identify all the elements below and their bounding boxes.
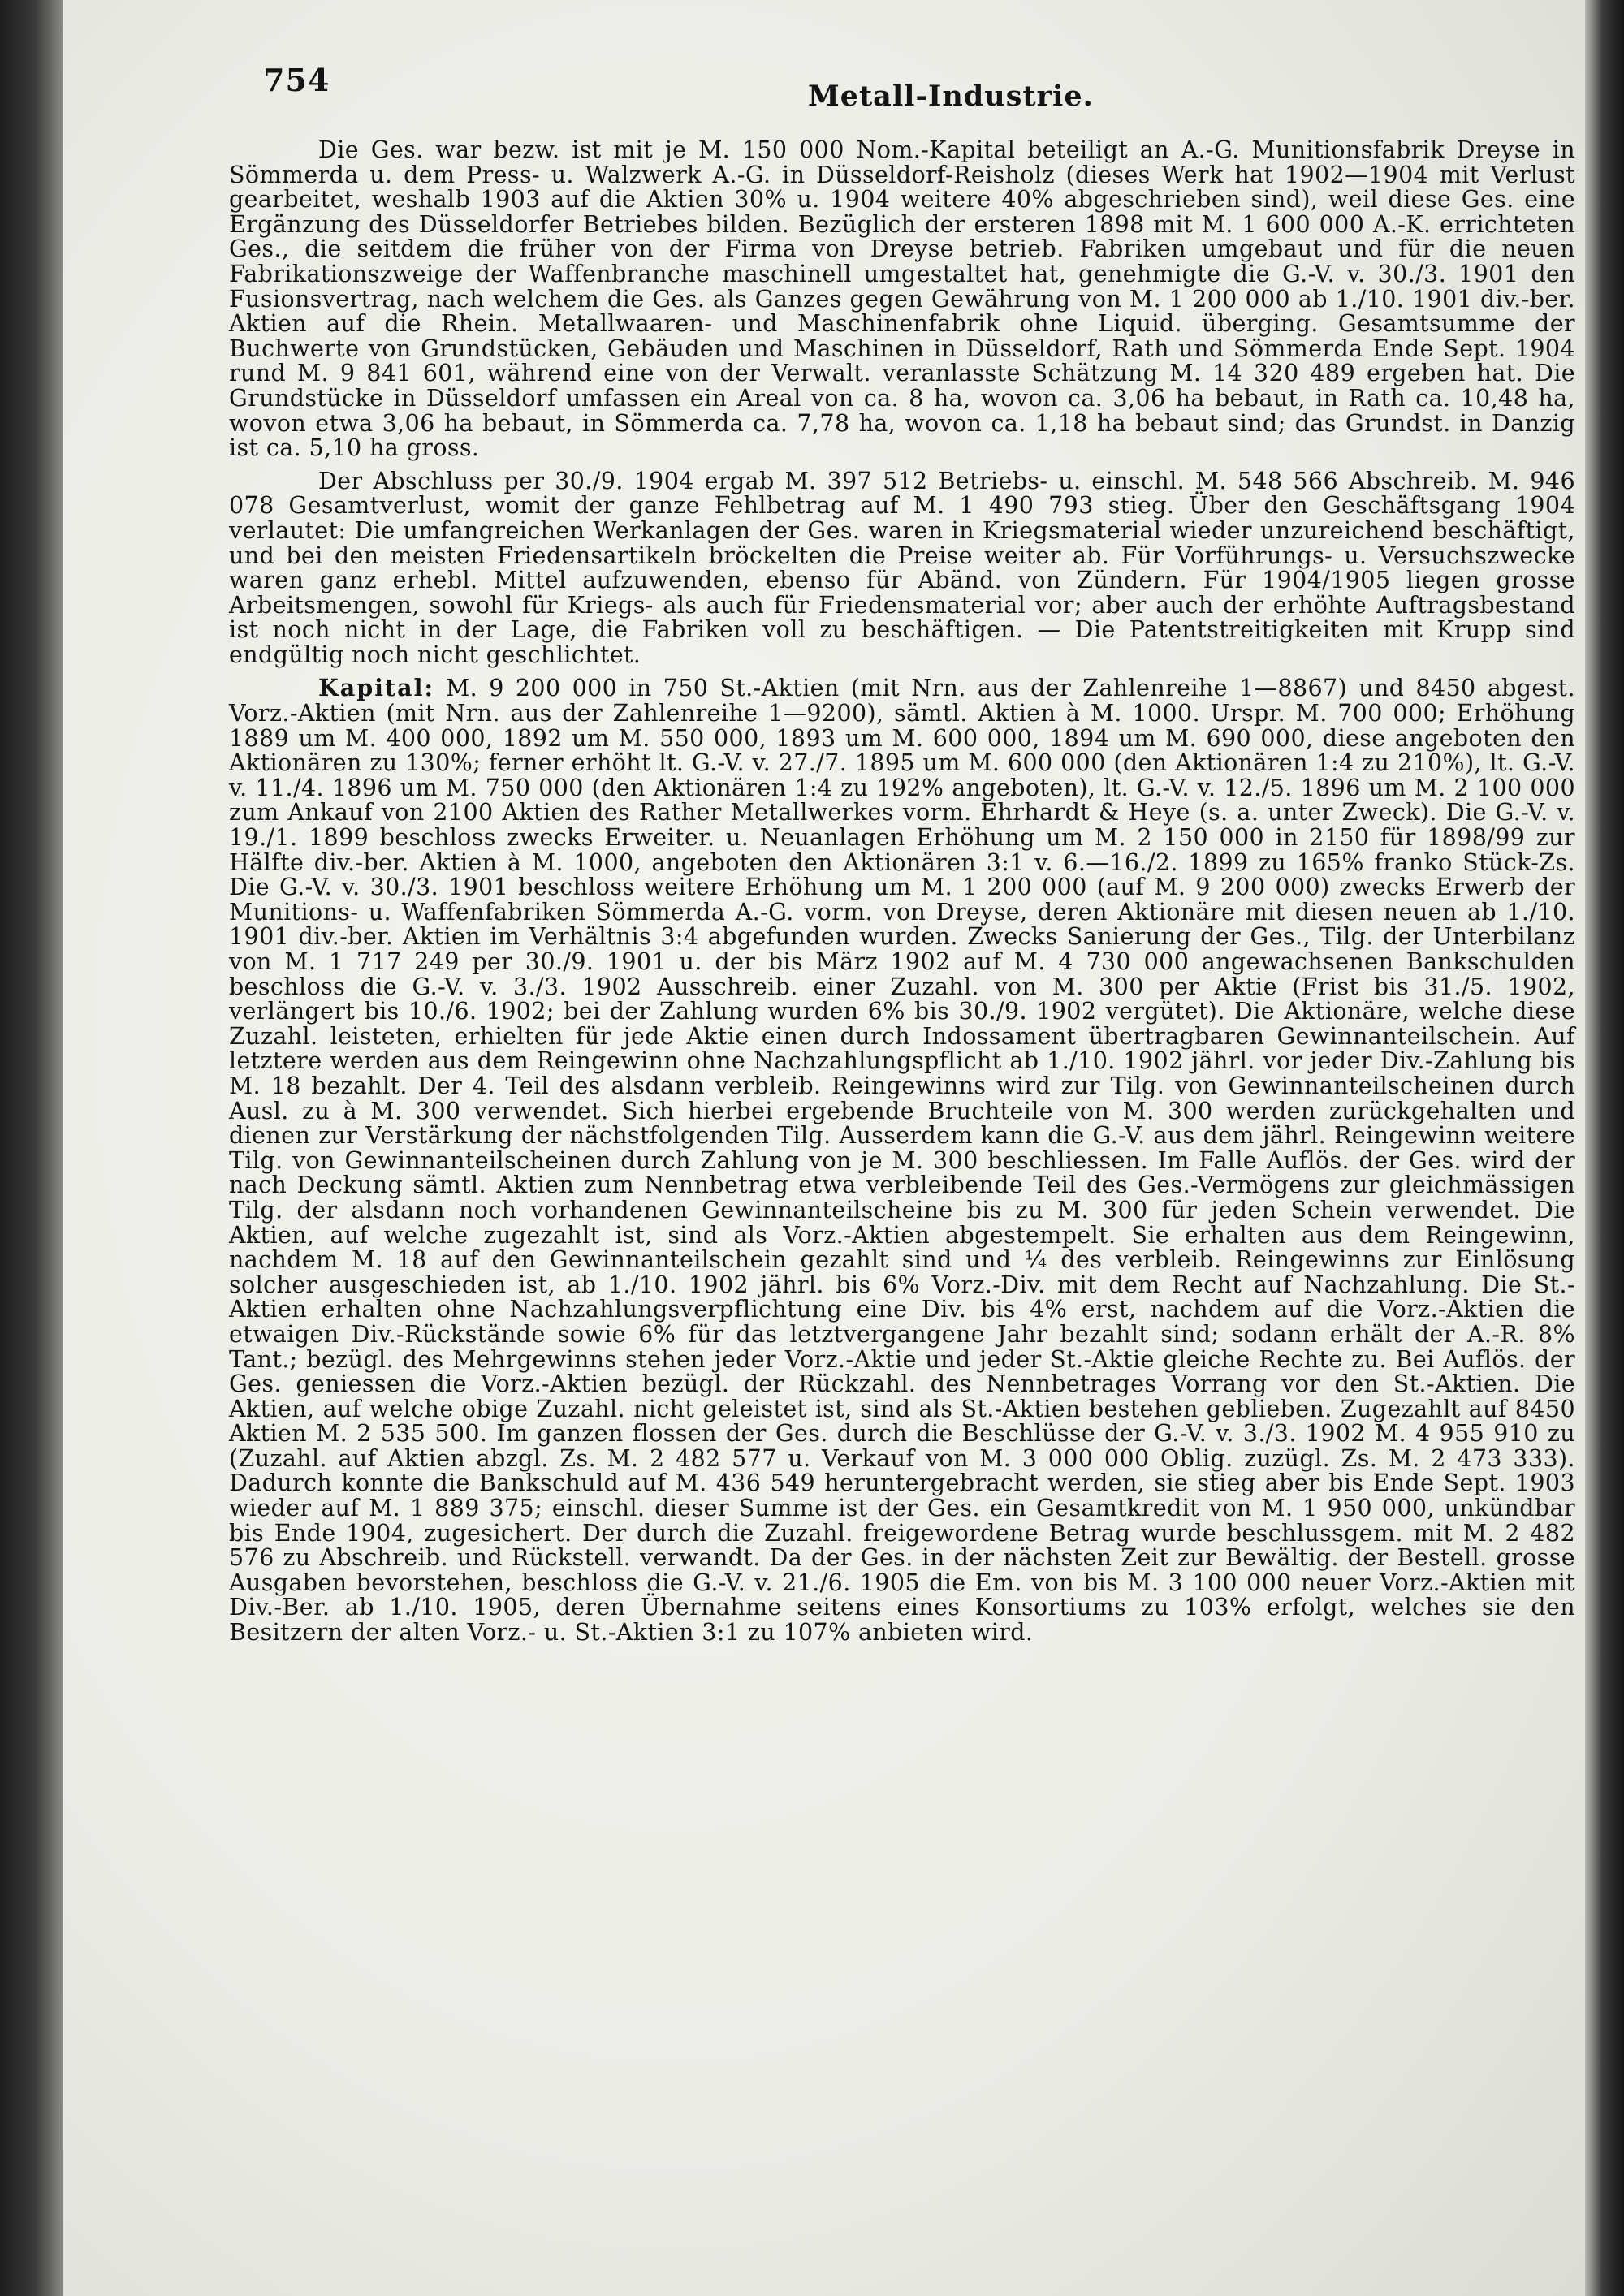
text-block bbox=[229, 138, 1575, 1646]
paragraph-participations: Die Ges. war bezw. ist mit je M. 150 000 Nom.-Kapital beteiligt an A.-G. Munitionsfabrik Dreyse in Sömmerda u. dem Press- u. Walzwerk A.-G. in Düsseldorf-Reisholz (dieses Werk hat 1902—1904 mit Verlust gearbeitet, weshalb 1903 auf die Aktien 30% u. 1904 weitere 40% abgeschrieben sind), weil diese Ges. eine Ergänzung des Düsseldorfer Betriebes bilden. Bezüglich der ersteren 1898 mit M. 1 600 000 A.-K. errichteten Ges., die seitdem die früher von der Firma von Dreyse betrieb. Fabriken umgebaut und für die neuen Fabrikationszweige der Waffenbranche maschinell umgestaltet hat, genehmigte die G.-V. v. 30./3. 1901 den Fusionsvertrag, nach welchem die Ges. als Ganzes gegen Gewährung von M. 1 200 000 ab 1./10. 1901 div.-ber. Aktien auf die Rhein. Metallwaaren- und Maschinenfabrik ohne Liquid. überging. Gesamtsumme der Buchwerte von Grundstücken, Gebäuden und Maschinen in Düsseldorf, Rath und Sömmerda Ende Sept. 1904 rund M. 9 841 601, während eine von der Verwalt. veranlasste Schätzung M. 14 320 489 ergeben hat. Die Grundstücke in Düsseldorf umfassen ein Areal von ca. 8 ha, wovon ca. 3,06 ha bebaut, in Rath ca. 10,48 ha, wovon etwa 3,06 ha bebaut, in Sömmerda ca. 7,78 ha, wovon ca. 1,18 ha bebaut sind; das Grundst. in Danzig ist ca. 5,10 ha gross. bbox=[229, 136, 1575, 462]
paragraph-financial-result: Der Abschluss per 30./9. 1904 ergab M. 397 512 Betriebs- u. einschl. M. 548 566 Abschreib. M. 946 078 Gesamtverlust, womit der ganze Fehlbetrag auf M. 1 490 793 stieg. Über den Geschäftsgang 1904 verlautet: Die umfangreichen Werkanlagen der Ges. waren in Kriegsmaterial wieder unzureichend beschäftigt, und bei den meisten Friedensartikeln bröckelten die Preise weiter ab. Für Vorführungs- u. Versuchszwecke waren ganz erhebl. Mittel aufzuwenden, ebenso für Abänd. von Zündern. Für 1904/1905 liegen grosse Arbeitsmengen, sowohl für Kriegs- als auch für Friedensmaterial vor; aber auch der erhöhte Auftragsbestand ist noch nicht in der Lage, die Fabriken voll zu beschäftigen. — Die Patentstreitigkeiten mit Krupp sind endgültig noch nicht geschlichtet. bbox=[229, 467, 1575, 668]
scan-left-margin bbox=[0, 0, 63, 2296]
running-head: Metall-Industrie. bbox=[808, 80, 1094, 113]
capital-heading: Kapital: bbox=[318, 674, 434, 702]
scan-right-margin bbox=[1585, 0, 1624, 2296]
capital-text: M. 9 200 000 in 750 St.-Aktien (mit Nrn. aus der Zahlenreihe 1—8867) und 8450 abgest. Vorz.-Aktien (mit Nrn. aus der Zahlenreihe 1—9200), sämtl. Aktien à M. 1000. Urspr. M. 700 000; Erhöhung 1889 um M. 400 000, 1892 um M. 550 000, 1893 um M. 600 000, 1894 um M. 690 000, diese angeboten den Aktionären zu 130%; ferner erhöht lt. G.-V. v. 27./7. 1895 um M. 600 000 (den Aktionären 1:4 zu 210%), lt. G.-V. v. 11./4. 1896 um M. 750 000 (den Aktionären 1:4 zu 192% angeboten), lt. G.-V. v. 12./5. 1896 um M. 2 100 000 zum Ankauf von 2100 Aktien des Rather Metallwerkes vorm. Ehrhardt & Heye (s. a. unter Zweck). Die G.-V. v. 19./1. 1899 beschloss zwecks Erweiter. u. Neuanlagen Erhöhung um M. 2 150 000 in 2150 für 1898/99 zur Hälfte div.-ber. Aktien à M. 1000, angeboten den Aktionären 3:1 v. 6.—16./2. 1899 zu 165% franko Stück-Zs. Die G.-V. v. 30./3. 1901 beschloss weitere Erhöhung um M. 1 200 000 (auf M. 9 200 000) zwecks Erwerb der Munitions- u. Waffenfabriken Sömmerda A.-G. vorm. von Dreyse, deren Aktionäre mit diesen neuen ab 1./10. 1901 div.-ber. Aktien im Verhältnis 3:4 abgefunden wurden. Zwecks Sanierung der Ges., Tilg. der Unterbilanz von M. 1 717 249 per 30./9. 1901 u. der bis März 1902 auf M. 4 730 000 angewachsenen Bankschulden beschloss die G.-V. v. 3./3. 1902 Ausschreib. einer Zuzahl. von M. 300 per Aktie (Frist bis 31./5. 1902, verlängert bis 10./6. 1902; bei der Zahlung wurden 6% bis 30./9. 1902 vergütet). Die Aktionäre, welche diese Zuzahl. leisteten, erhielten für jede Aktie einen durch Indossament übertragbaren Gewinnanteilschein. Auf letztere werden aus dem Reingewinn ohne Nachzahlungspflicht ab 1./10. 1902 jährl. vor jeder Div.-Zahlung bis M. 18 bezahlt. Der 4. Teil des alsdann verbleib. Reingewinns wird zur Tilg. von Gewinnanteilscheinen durch Ausl. zu à M. 300 verwendet. Sich hierbei ergebende Bruchteile von M. 300 werden zurückgehalten und dienen zur Verstärkung der nächstfolgenden Tilg. Ausserdem kann die G.-V. aus dem jährl. Reingewinn weitere Tilg. von Gewinnanteilscheinen durch Zahlung von je M. 300 beschliessen. Im Falle Auflös. der Ges. wird der nach Deckung sämtl. Aktien zum Nennbetrag etwa verbleibende Teil des Ges.-Vermögens zur gleichmässigen Tilg. der alsdann noch vorhandenen Gewinnanteilscheine bis zu M. 300 für jeden Schein verwendet. Die Aktien, auf welche zugezahlt ist, sind als Vorz.-Aktien abgestempelt. Sie erhalten aus dem Reingewinn, nachdem M. 18 auf den Gewinnanteilschein gezahlt sind und ¼ des verbleib. Reingewinns zur Einlösung solcher ausgeschieden ist, ab 1./10. 1902 jährl. bis 6% Vorz.-Div. mit dem Recht auf Nachzahlung. Die St.-Aktien erhalten ohne Nachzahlungsverpflichtung eine Div. bis 4% erst, nachdem auf die Vorz.-Aktien die etwaigen Div.-Rückstände sowie 6% für das letztvergangene Jahr bezahlt sind; sodann erhält der A.-R. 8% Tant.; bezügl. des Mehrgewinns stehen jeder Vorz.-Aktie und jeder St.-Aktie gleiche Rechte zu. Bei Auflös. der Ges. geniessen die Vorz.-Aktien bezügl. der Rückzahl. des Nennbetrages Vorrang vor den St.-Aktien. Die Aktien, auf welche obige Zuzahl. nicht geleistet ist, sind als St.-Aktien bestehen geblieben. Zugezahlt auf 8450 Aktien M. 2 535 500. Im ganzen flossen der Ges. durch die Beschlüsse der G.-V. v. 3./3. 1902 M. 4 955 910 zu (Zuzahl. auf Aktien abzgl. Zs. M. 2 482 577 u. Verkauf von M. 3 000 000 Oblig. zuzügl. Zs. M. 2 473 333). Dadurch konnte die Bankschuld auf M. 436 549 heruntergebracht werden, sie stieg aber bis Ende Sept. 1903 wieder auf M. 1 889 375; einschl. dieser Summe ist der Ges. ein Gesamtkredit von M. 1 950 000, unkündbar bis Ende 1904, zugesichert. Der durch die Zuzahl. freigewordene Betrag wurde beschlussgem. mit M. 2 482 576 zu Abschreib. und Rückstell. verwandt. Da der Ges. in der nächsten Zeit zur Bewältig. der Bestell. grosse Ausgaben bevorstehen, beschloss die G.-V. v. 21./6. 1905 die Em. von bis M. 3 100 000 neuer Vorz.-Aktien mit Div.-Ber. ab 1./10. 1905, deren Übernahme seitens eines Konsortiums zu 103% erfolgt, welches sie den Besitzern der alten Vorz.- u. St.-Aktien 3:1 zu 107% anbieten wird. bbox=[229, 675, 1575, 1646]
page-number: 754 bbox=[263, 62, 330, 98]
paragraph-capital bbox=[229, 675, 1575, 1645]
